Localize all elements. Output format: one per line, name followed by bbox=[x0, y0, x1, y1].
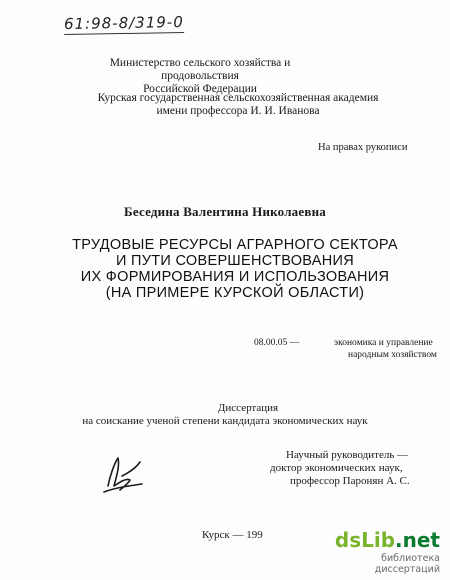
specialty-code: 08.00.05 — bbox=[254, 338, 300, 348]
handwritten-signature bbox=[100, 452, 146, 496]
specialty-name-line-1: экономика и управление bbox=[334, 338, 433, 348]
dslib-logo bbox=[328, 529, 440, 551]
ministry-line-1: Министерство сельского хозяйства и продовольствия bbox=[109, 57, 291, 82]
dslib-logo-text: dsLib bbox=[334, 528, 396, 552]
dslib-subtitle: библиотека диссертаций bbox=[374, 553, 440, 575]
scientific-supervisor bbox=[268, 449, 410, 488]
specialty-code-block bbox=[254, 338, 437, 361]
dissertation-type bbox=[0, 402, 450, 428]
academy-heading bbox=[88, 92, 388, 118]
manuscript-rights-note: На правах рукописи bbox=[318, 142, 408, 153]
supervisor-line-1: Научный руководитель — bbox=[286, 449, 409, 461]
academy-line-1: Курская государственная сельскохозяйственная академия bbox=[97, 92, 379, 104]
degree-line: на соискание ученой степени кандидата экономических наук bbox=[82, 415, 368, 427]
dslib-watermark bbox=[328, 529, 440, 575]
dslib-logo-domain: .net bbox=[395, 528, 440, 552]
archive-stamp: 61:98-8/319-0 bbox=[63, 12, 184, 34]
title-line-4: (НА ПРИМЕРЕ КУРСКОЙ ОБЛАСТИ) bbox=[105, 285, 365, 301]
title-line-1: ТРУДОВЫЕ РЕСУРСЫ АГРАРНОГО СЕКТОРА bbox=[72, 237, 398, 253]
academy-line-2: имени профессора И. И. Иванова bbox=[156, 105, 320, 117]
supervisor-line-2: доктор экономических наук, bbox=[270, 462, 403, 474]
ministry-line-2: Российской Федерации bbox=[143, 83, 257, 95]
supervisor-line-3: профессор Паронян А. С. bbox=[290, 475, 410, 487]
specialty-name-line-2: народным хозяйством bbox=[348, 349, 437, 360]
dissertation-label: Диссертация bbox=[217, 402, 279, 414]
title-line-2: И ПУТИ СОВЕРШЕНСТВОВАНИЯ bbox=[115, 253, 354, 269]
ministry-heading bbox=[70, 57, 330, 96]
place-year: Курск — 199 bbox=[202, 529, 263, 541]
title-line-3: ИХ ФОРМИРОВАНИЯ И ИСПОЛЬЗОВАНИЯ bbox=[80, 269, 390, 285]
author-name: Беседина Валентина Николаевна bbox=[124, 204, 326, 219]
dissertation-title bbox=[60, 237, 410, 301]
